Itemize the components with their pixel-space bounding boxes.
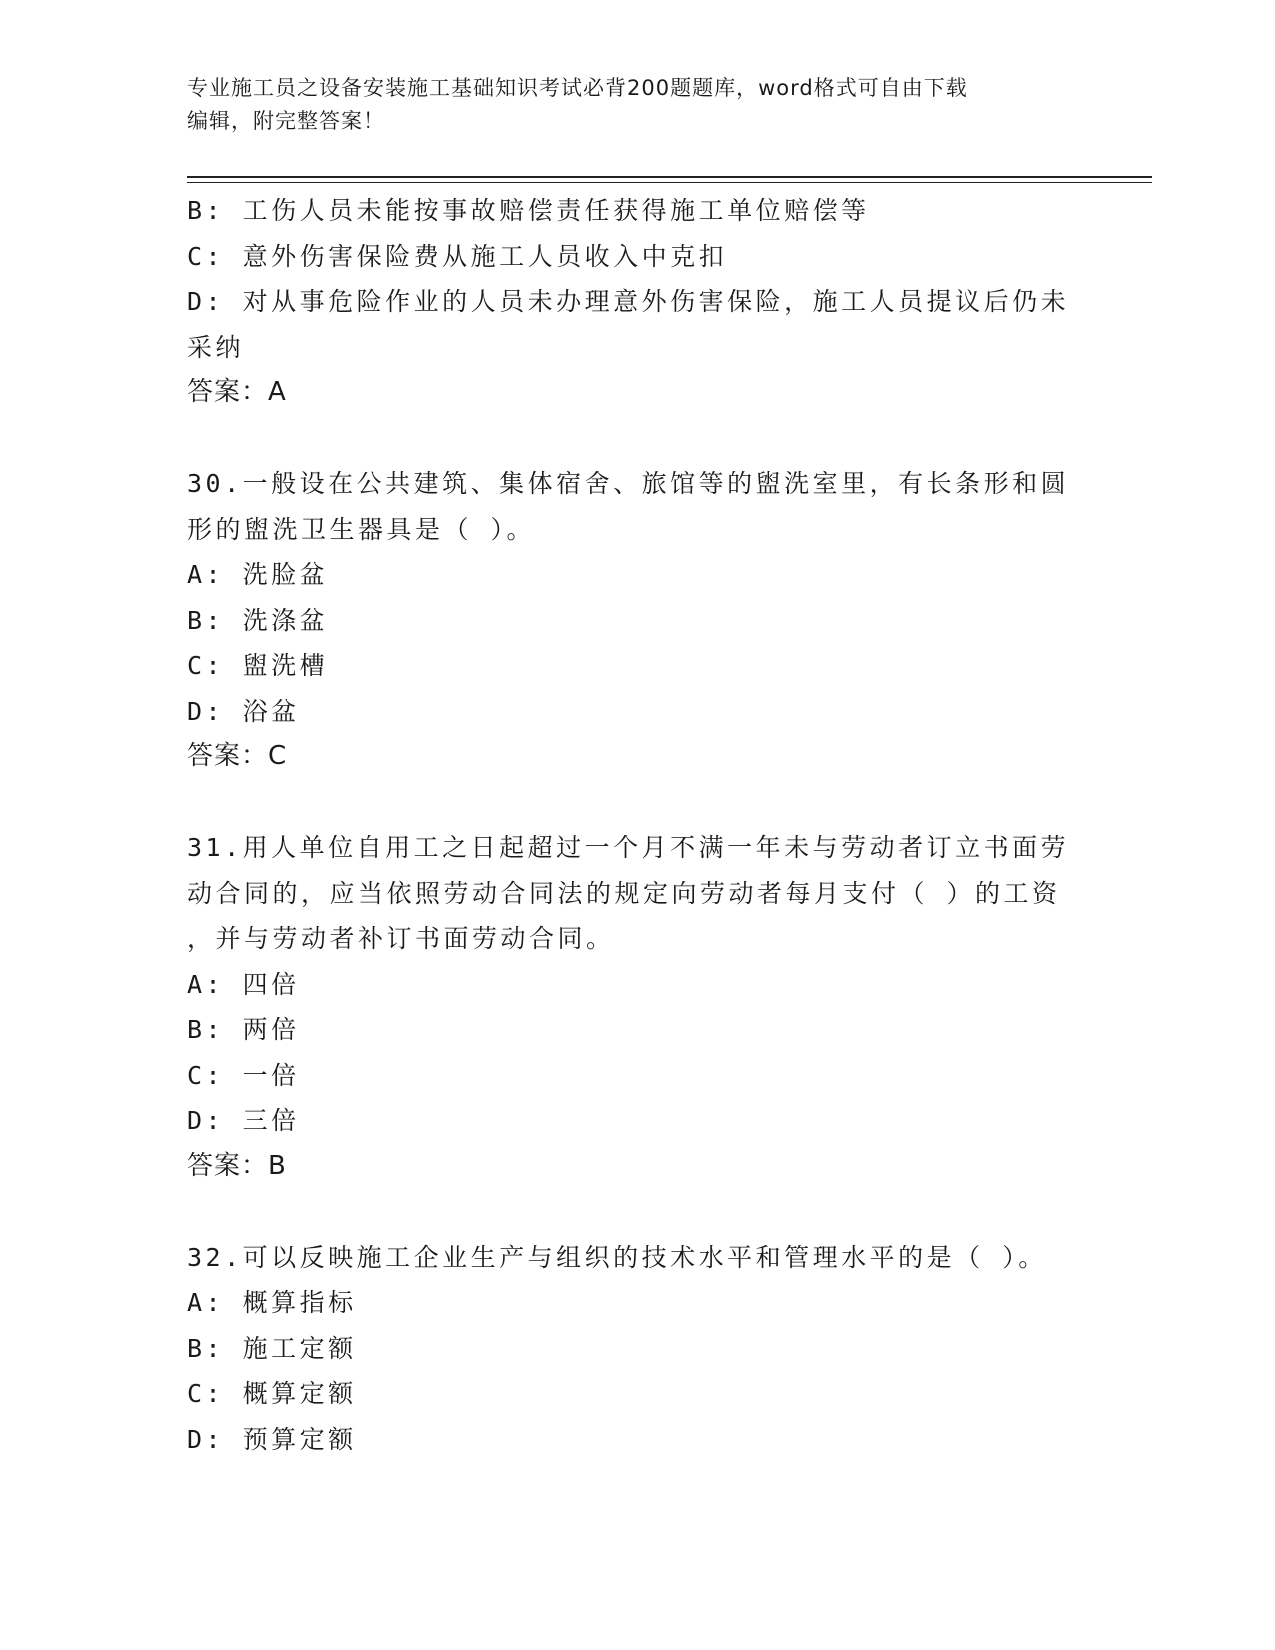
question-stem: 32.可以反映施工企业生产与组织的技术水平和管理水平的是（ ）。: [187, 1242, 1047, 1272]
option-a: A: 洗脸盆: [187, 560, 329, 589]
question-stem-continued: 动合同的，应当依照劳动合同法的规定向劳动者每月支付（ ）的工资: [187, 878, 1061, 908]
question-spacer: [187, 1189, 1087, 1235]
answer-label: 答案：A: [187, 377, 287, 407]
option-c: C: 意外伤害保险费从施工人员收入中克扣: [187, 241, 728, 271]
header-title-line1: 专业施工员之设备安装施工基础知识考试必背200题题库，word格式可自由下载: [187, 76, 968, 100]
question-spacer: [187, 780, 1087, 826]
document-header: [187, 72, 1067, 138]
question-stem-continued: 形的盥洗卫生器具是（ ）。: [187, 514, 536, 544]
option-a: A: 概算指标: [187, 1288, 357, 1317]
question-stem-continued: ，并与劳动者补订书面劳动合同。: [187, 924, 615, 953]
header-divider-thick: [187, 176, 1152, 178]
option-c: C: 概算定额: [187, 1379, 357, 1408]
option-d: D: 三倍: [187, 1106, 300, 1135]
question-content: [187, 188, 1087, 1462]
header-divider-thin: [187, 182, 1152, 183]
question-block-29: [187, 188, 1087, 416]
option-b: B: 两倍: [187, 1015, 300, 1044]
option-d: D: 对从事危险作业的人员未办理意外伤害保险，施工人员提议后仍未: [187, 287, 1070, 316]
option-c: C: 盥洗槽: [187, 651, 329, 680]
option-d: D: 浴盆: [187, 696, 300, 726]
question-stem: 30.一般设在公共建筑、集体宿舍、旅馆等的盥洗室里，有长条形和圆: [187, 469, 1070, 498]
question-block-31: [187, 825, 1087, 1189]
header-title-line2: 编辑，附完整答案！: [187, 109, 385, 133]
option-b: B: 施工定额: [187, 1333, 357, 1363]
option-d: D: 预算定额: [187, 1424, 357, 1454]
question-block-32: [187, 1235, 1087, 1463]
option-c: C: 一倍: [187, 1060, 300, 1090]
option-b: B: 工伤人员未能按事故赔偿责任获得施工单位赔偿等: [187, 196, 870, 225]
option-b: B: 洗涤盆: [187, 605, 329, 635]
option-d-continued: 采纳: [187, 332, 245, 362]
question-block-30: [187, 461, 1087, 780]
option-a: A: 四倍: [187, 969, 300, 999]
answer-label: 答案：C: [187, 741, 288, 771]
question-stem: 31.用人单位自用工之日起超过一个月不满一年未与劳动者订立书面劳: [187, 833, 1070, 862]
question-spacer: [187, 416, 1087, 462]
answer-label: 答案：B: [187, 1150, 287, 1181]
